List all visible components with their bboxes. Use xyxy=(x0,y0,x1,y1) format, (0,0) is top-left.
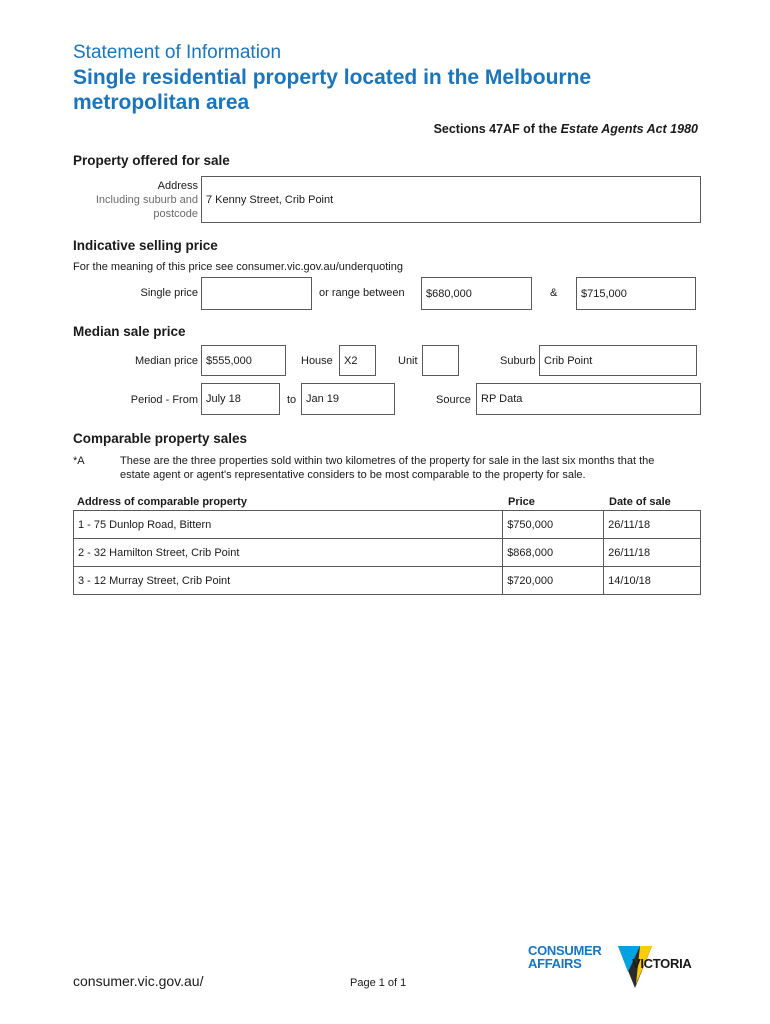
comparable-price-cell[interactable]: $868,000 xyxy=(503,539,604,567)
page-title-line2: metropolitan area xyxy=(73,91,250,114)
comparable-table xyxy=(73,510,701,595)
comparable-description-line2: estate agent or agent's representative considers to be most comparable to the property for sale. xyxy=(120,469,586,481)
median-heading: Median sale price xyxy=(73,324,186,339)
page-title xyxy=(73,65,591,115)
comparable-marker: *A xyxy=(73,455,85,467)
address-label-line3: postcode xyxy=(153,208,198,220)
comparable-price-cell[interactable]: $750,000 xyxy=(503,511,604,539)
unit-label: Unit xyxy=(398,355,418,367)
address-field[interactable]: 7 Kenny Street, Crib Point xyxy=(201,176,701,223)
range-label: or range between xyxy=(319,287,405,299)
comparable-description xyxy=(120,454,654,482)
page-number: Page 1 of 1 xyxy=(350,977,407,989)
indicative-note: For the meaning of this price see consumer.vic.gov.au/underquoting xyxy=(73,261,403,273)
range-high-field[interactable]: $715,000 xyxy=(576,277,696,310)
address-label-line2: Including suburb and xyxy=(95,194,198,206)
median-price-label: Median price xyxy=(135,355,198,367)
consumer-affairs-logo xyxy=(528,944,704,992)
act-name: Estate Agents Act 1980 xyxy=(560,122,698,136)
pre-title: Statement of Information xyxy=(73,42,282,63)
col-date-header: Date of sale xyxy=(609,496,671,508)
source-field[interactable]: RP Data xyxy=(476,383,701,415)
comparable-address-cell[interactable]: 1 - 75 Dunlop Road, Bittern xyxy=(74,511,503,539)
unit-field[interactable] xyxy=(422,345,459,376)
comparable-date-cell[interactable]: 14/10/18 xyxy=(604,567,701,595)
range-low-field[interactable]: $680,000 xyxy=(421,277,532,310)
single-price-label: Single price xyxy=(140,287,198,299)
footer-url[interactable]: consumer.vic.gov.au/ xyxy=(73,973,204,989)
comparable-heading: Comparable property sales xyxy=(73,431,248,446)
comparable-price-cell[interactable]: $720,000 xyxy=(503,567,604,595)
col-address-header: Address of comparable property xyxy=(77,496,247,508)
property-heading: Property offered for sale xyxy=(73,153,230,168)
house-field[interactable]: X2 xyxy=(339,345,376,376)
suburb-label: Suburb xyxy=(500,355,536,367)
period-to-label: to xyxy=(287,394,297,406)
median-price-field[interactable]: $555,000 xyxy=(201,345,286,376)
comparable-description-line1: These are the three properties sold within two kilometres of the property for sale in the last six months that the xyxy=(120,455,655,467)
single-price-field[interactable] xyxy=(201,277,312,310)
comparable-date-cell[interactable]: 26/11/18 xyxy=(604,539,701,567)
act-reference xyxy=(434,122,698,136)
indicative-heading: Indicative selling price xyxy=(73,238,218,253)
page-title-line1: Single residential property located in the Melbourne xyxy=(73,66,592,89)
period-to-field[interactable]: Jan 19 xyxy=(301,383,395,415)
col-price-header: Price xyxy=(508,496,535,508)
table-row xyxy=(74,567,701,595)
logo-consumer-text: CONSUMER xyxy=(528,943,602,958)
range-ampersand: & xyxy=(550,287,558,299)
table-row xyxy=(74,511,701,539)
address-label-line1: Address xyxy=(157,180,198,192)
suburb-field[interactable]: Crib Point xyxy=(539,345,697,376)
address-label xyxy=(96,179,198,221)
act-prefix: Sections 47AF of the xyxy=(433,122,561,136)
period-from-field[interactable]: July 18 xyxy=(201,383,280,415)
table-row xyxy=(74,539,701,567)
logo-affairs-text: AFFAIRS xyxy=(528,956,582,971)
comparable-address-cell[interactable]: 3 - 12 Murray Street, Crib Point xyxy=(74,567,503,595)
comparable-date-cell[interactable]: 26/11/18 xyxy=(604,511,701,539)
period-label: Period - From xyxy=(130,394,198,406)
house-label: House xyxy=(301,355,333,367)
logo-victoria-text: VICTORIA xyxy=(632,956,692,971)
comparable-address-cell[interactable]: 2 - 32 Hamilton Street, Crib Point xyxy=(74,539,503,567)
source-label: Source xyxy=(436,394,471,406)
